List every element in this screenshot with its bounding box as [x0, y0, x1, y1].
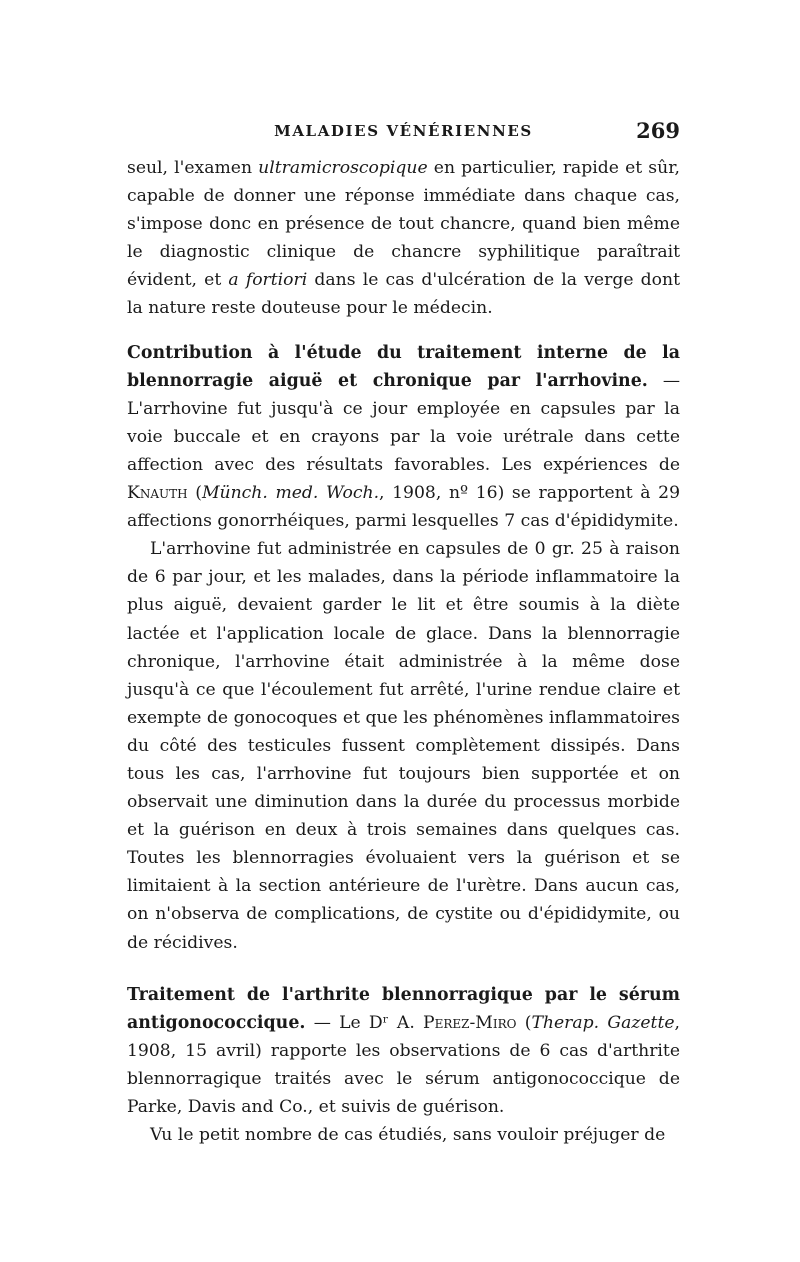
- italic-term: ultramicroscopique: [258, 158, 428, 178]
- section-text: (: [187, 483, 202, 504]
- section-text: , 1908, 15 avril) rapporte les observations de 6 cas d'arthrite blennorragique traités avec le sérum antigonococcique de Parke, Davis and Co., et suivis de guérison.: [127, 1012, 680, 1117]
- running-head: [127, 118, 680, 154]
- page: [127, 118, 680, 1149]
- section-text: (: [516, 1012, 532, 1033]
- section-arrhovine: [127, 339, 680, 536]
- section-text: — Le Dʳ A.: [305, 1012, 424, 1033]
- italic-term: a fortiori: [228, 270, 308, 291]
- journal-name: Münch. med. Woch.: [201, 483, 380, 504]
- section-heading: Traitement de l'arthrite blennorragique par le sérum antigonococcique.: [127, 984, 680, 1033]
- author-name: Perez-Miro: [423, 1012, 517, 1033]
- running-title: MALADIES VÉNÉRIENNES: [274, 122, 533, 140]
- page-number: 269: [636, 118, 680, 143]
- section-text: — L'arrhovine fut jusqu'à ce jour employée en capsules par la voie buccale et en crayons par la voie urétrale dans cette affection avec des résultats favorables. Les expériences de: [127, 370, 681, 475]
- section-heading: Contribution à l'étude du traitement interne de la blennorragie aiguë et chronique par l'arrhovine.: [127, 342, 680, 391]
- paragraph-continuation: [127, 154, 680, 323]
- section-arthrite: [127, 981, 680, 1121]
- paragraph-arthrite-continuation: Vu le petit nombre de cas étudiés, sans vouloir préjuger de: [150, 1125, 666, 1146]
- author-name: Knauth: [127, 483, 188, 504]
- paragraph-text: en particulier, rapide et sûr, capable de donner une réponse immédiate dans chaque cas, s'impose donc en présence de tout chancre, quand bien même le diagnostic clinique de chancre syphilitique paraîtrait évident, et: [127, 158, 680, 291]
- section-text: , 1908, nº 16) se rapportent à 29 affections gonorrhéiques, parmi lesquelles 7 cas d'épididymite.: [127, 483, 681, 532]
- paragraph-text: seul, l'examen: [127, 158, 259, 178]
- paragraph-text: dans le cas d'ulcération de la verge dont la nature reste douteuse pour le médecin.: [127, 270, 680, 319]
- paragraph-arrhovine-results: L'arrhovine fut administrée en capsules de 0 gr. 25 à raison de 6 par jour, et les malades, dans la période inflammatoire la plus aiguë, devaient garder le lit et être soumis à la diète lactée et l'application locale de glace. Dans la blennorragie chronique, l'arrhovine était administrée à la même dose jusqu'à ce que l'écoulement fut arrêté, l'urine rendue claire et exempte de gonocoques et que les phénomènes inflammatoires du côté des testicules fussent complètement dissipés. Dans tous les cas, l'arrhovine fut toujours bien supportée et on observait une diminution dans la durée du processus morbide et la guérison en deux à trois semaines dans quelques cas. Toutes les blennorragies évoluaient vers la guérison et se limitaient à la section antérieure de l'urètre. Dans aucun cas, on n'observa de complications, de cystite ou d'épididymite, ou de récidives.: [127, 539, 680, 953]
- journal-name: Therap. Gazette: [531, 1012, 675, 1033]
